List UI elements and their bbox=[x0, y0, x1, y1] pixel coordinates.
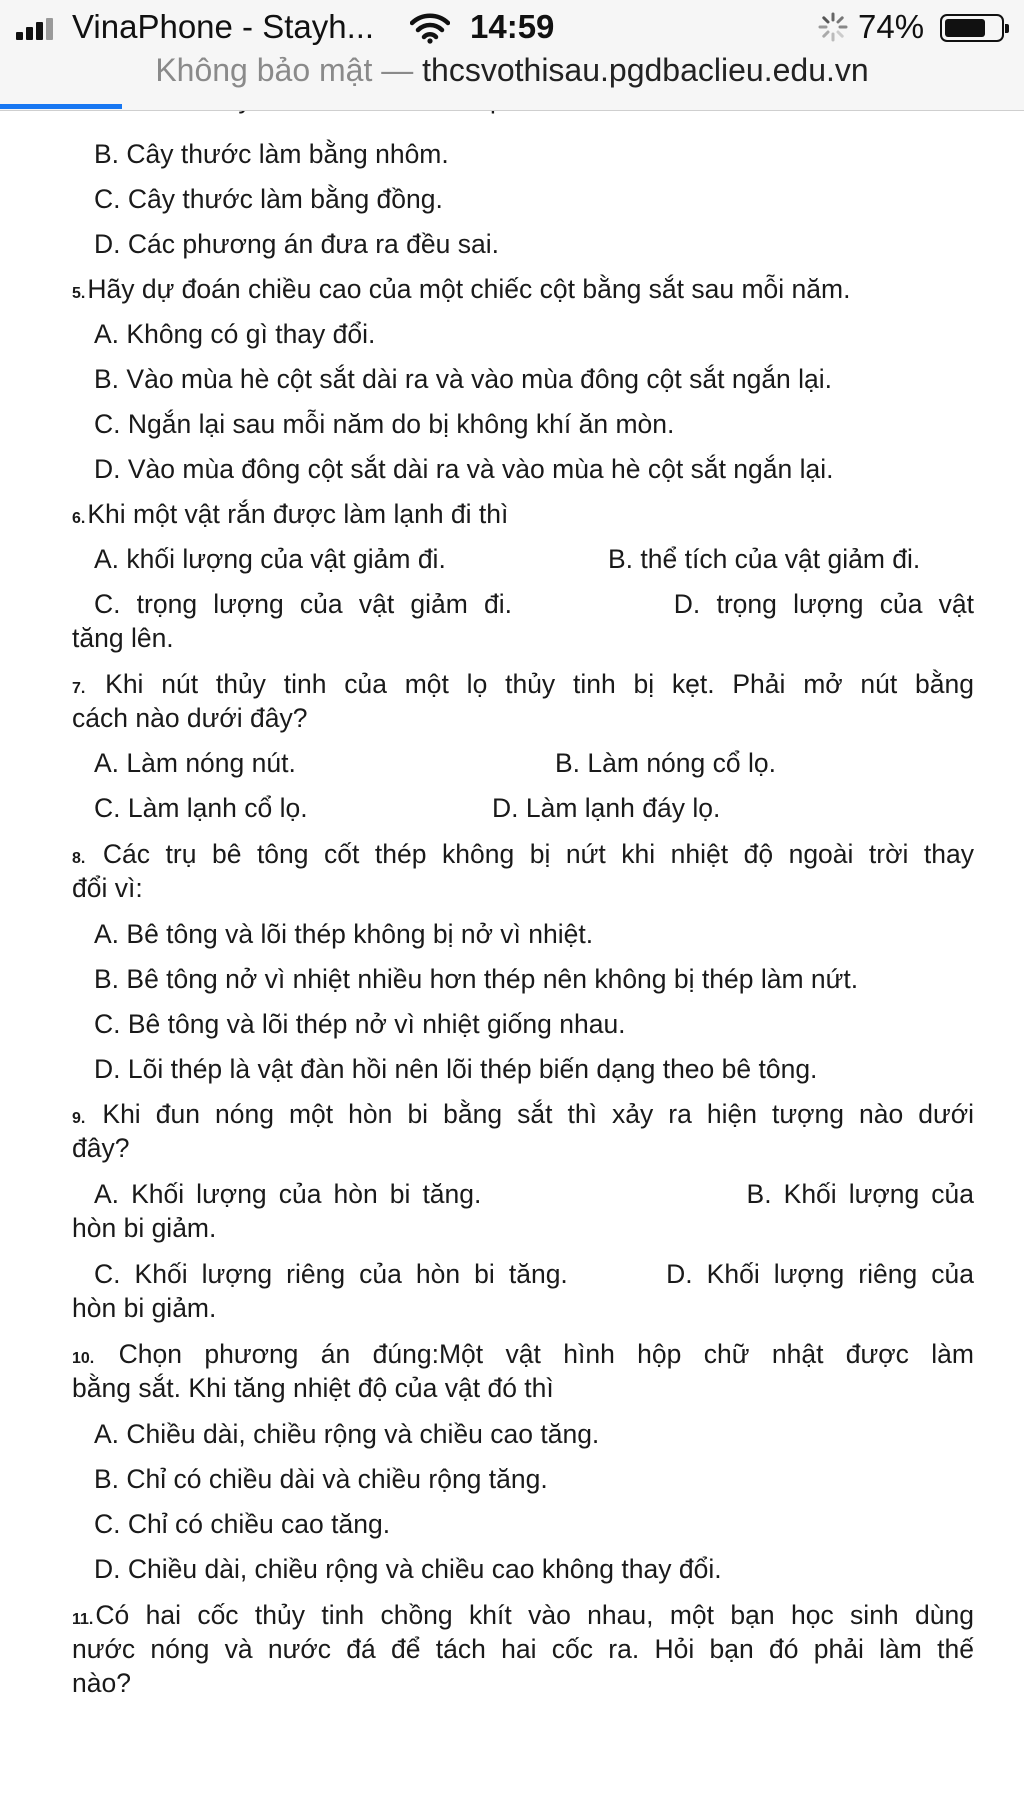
q6-option-d-line2: tăng lên. bbox=[72, 623, 174, 653]
q7-option-b: B. Làm nóng cổ lọ. bbox=[555, 748, 776, 778]
q10-option-b: B. Chỉ có chiều dài và chiều rộng tăng. bbox=[94, 1464, 548, 1494]
question-6 bbox=[72, 497, 508, 536]
q10-option-c: C. Chỉ có chiều cao tăng. bbox=[94, 1509, 391, 1539]
question-number: 5. bbox=[72, 285, 86, 302]
q6-option-cd-line1: C. trọng lượng của vật giảm đi. D. trọng lượng của vật bbox=[94, 589, 974, 619]
q5-option-c: C. Ngắn lại sau mỗi năm do bị không khí ăn mòn. bbox=[94, 409, 675, 439]
q4-option-b: B. Cây thước làm bằng nhôm. bbox=[94, 139, 449, 169]
q8-option-b: B. Bê tông nở vì nhiệt nhiều hơn thép nên không bị thép làm nứt. bbox=[94, 964, 859, 994]
question-number: 9. bbox=[72, 1110, 86, 1127]
question-9 bbox=[72, 1097, 974, 1136]
question-number: 7. bbox=[72, 680, 86, 697]
signal-strength-icon bbox=[16, 18, 60, 40]
question-11-line2: nước nóng và nước đá để tách hai cốc ra. Hỏi bạn đó phải làm thế bbox=[72, 1634, 974, 1664]
browser-top-bar bbox=[0, 0, 1024, 111]
question-number: 10. bbox=[72, 1350, 95, 1367]
not-secure-label: Không bảo mật — bbox=[155, 52, 414, 88]
question-number: 6. bbox=[72, 510, 86, 527]
address-bar[interactable] bbox=[0, 52, 1024, 89]
q8-option-a: A. Bê tông và lõi thép không bị nở vì nhiệt. bbox=[94, 919, 594, 949]
status-bar bbox=[0, 0, 1024, 56]
question-text-line1: Khi đun nóng một hòn bi bằng sắt thì xảy ra hiện tượng nào dưới bbox=[102, 1099, 974, 1129]
q5-option-b: B. Vào mùa hè cột sắt dài ra và vào mùa đông cột sắt ngắn lại. bbox=[94, 364, 833, 394]
q4-option-d: D. Các phương án đưa ra đều sai. bbox=[94, 229, 499, 259]
battery-icon bbox=[940, 14, 1004, 42]
q8-option-d: D. Lõi thép là vật đàn hồi nên lõi thép biến dạng theo bê tông. bbox=[94, 1054, 818, 1084]
q6-option-b: B. thể tích của vật giảm đi. bbox=[608, 544, 921, 574]
q10-option-a: A. Chiều dài, chiều rộng và chiều cao tăng. bbox=[94, 1419, 600, 1449]
question-number: 11. bbox=[72, 1611, 94, 1628]
question-text: Hãy dự đoán chiều cao của một chiếc cột bằng sắt sau mỗi năm. bbox=[87, 274, 851, 304]
question-text-line1: Có hai cốc thủy tinh chồng khít vào nhau, một bạn học sinh dùng bbox=[95, 1600, 974, 1630]
q9-option-d-line2: hòn bi giảm. bbox=[72, 1293, 217, 1323]
battery-percentage: 74% bbox=[858, 8, 925, 45]
question-text-line1: Các trụ bê tông cốt thép không bị nứt khi nhiệt độ ngoài trời thay bbox=[102, 839, 974, 869]
q7-option-d: D. Làm lạnh đáy lọ. bbox=[492, 793, 721, 823]
question-10-line2: bằng sắt. Khi tăng nhiệt độ của vật đó thì bbox=[72, 1373, 554, 1403]
q4-option-c: C. Cây thước làm bằng đồng. bbox=[94, 184, 443, 214]
question-7-line2: cách nào dưới đây? bbox=[72, 703, 308, 733]
question-5 bbox=[72, 272, 850, 311]
q6-option-a: A. khối lượng của vật giảm đi. bbox=[94, 544, 446, 574]
question-8-line2: đổi vì: bbox=[72, 873, 143, 903]
q5-option-a: A. Không có gì thay đổi. bbox=[94, 319, 376, 349]
q5-option-d: D. Vào mùa đông cột sắt dài ra và vào mùa hè cột sắt ngắn lại. bbox=[94, 454, 834, 484]
question-number: 8. bbox=[72, 850, 86, 867]
question-11-line3: nào? bbox=[72, 1668, 131, 1698]
document-content bbox=[0, 96, 1024, 1820]
question-8 bbox=[72, 837, 974, 876]
question-text-line1: Khi nút thủy tinh của một lọ thủy tinh bị kẹt. Phải mở nút bằng bbox=[105, 669, 974, 699]
q7-option-c: C. Làm lạnh cổ lọ. bbox=[94, 793, 308, 823]
wifi-icon bbox=[410, 12, 450, 44]
question-text: Khi một vật rắn được làm lạnh đi thì bbox=[87, 499, 509, 529]
question-9-line2: đây? bbox=[72, 1133, 130, 1163]
q9-option-cd-line1: C. Khối lượng riêng của hòn bi tăng. D. Khối lượng riêng của bbox=[94, 1259, 974, 1289]
carrier-name: VinaPhone - Stayh... bbox=[72, 8, 375, 45]
q9-option-ab-line1: A. Khối lượng của hòn bi tăng. B. Khối lượng của bbox=[94, 1179, 974, 1209]
q9-option-b-line2: hòn bi giảm. bbox=[72, 1213, 217, 1243]
q8-option-c: C. Bê tông và lõi thép nở vì nhiệt giống nhau. bbox=[94, 1009, 626, 1039]
question-text-line1: Chọn phương án đúng:Một vật hình hộp chữ nhật được làm bbox=[118, 1339, 974, 1369]
url-domain: thcsvothisau.pgdbaclieu.edu.vn bbox=[422, 52, 869, 88]
clock: 14:59 bbox=[470, 8, 555, 45]
loading-spinner-icon bbox=[818, 12, 848, 42]
page-load-progress-bar bbox=[0, 104, 122, 109]
q10-option-d: D. Chiều dài, chiều rộng và chiều cao không thay đổi. bbox=[94, 1554, 722, 1584]
q7-option-a: A. Làm nóng nút. bbox=[94, 748, 296, 778]
